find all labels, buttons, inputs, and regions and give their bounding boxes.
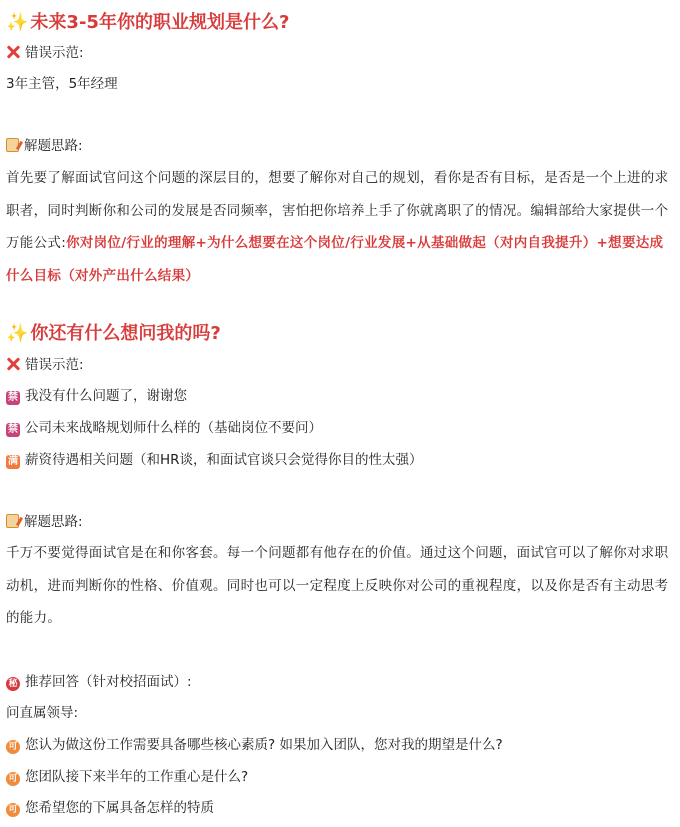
section1-title-text: 未来3-5年你的职业规划是什么? [30,12,290,33]
acceptable-button-icon: 可 [6,740,20,754]
section2-title [6,322,221,346]
wrong-item-text: 薪资待遇相关问题（和HR谈，和面试官谈只会觉得你目的性太强） [25,452,423,468]
sparkles-icon: ✨ [6,323,29,344]
section2-title-text: 你还有什么想问我的吗? [30,323,221,344]
approach-text: 首先要了解面试官问这个问题的深层目的，想要了解你对自己的规划，看你是否有目标，是否是一个上进的求职者，同时判断你和公司的发展是否同频率，害怕把你培养上手了你就离职了的情况。编辑部给大家提供一个万能公式: [6,170,669,251]
wrong-item-text: 公司未来战略规划师什么样的（基础岗位不要问） [25,420,322,436]
approach-label-text: 解题思路: [24,138,83,154]
question-item [6,767,248,787]
recommend-label [6,672,192,692]
section1-wrong-example: 3年主管，5年经理 [6,76,118,92]
question-text: 您团队接下来半年的工作重心是什么? [25,769,249,785]
recommend-label-text: 推荐回答（针对校招面试）: [25,674,192,690]
memo-icon [6,514,19,528]
wrong-item [6,418,322,438]
ask-leader-label: 问直属领导: [6,705,79,721]
cross-mark-icon [6,357,20,371]
prohibited-button-icon: 禁 [8,392,18,403]
memo-icon [6,138,19,152]
acceptable-button-icon: 可 [6,803,20,817]
question-text: 您认为做这份工作需要具备哪些核心素质? 如果加入团队，您对我的期望是什么? [25,737,503,753]
sparkles-icon: ✨ [6,12,29,33]
section1-approach-label [6,136,83,156]
section1-title [6,11,289,35]
wrong-label-text: 错误示范: [25,45,84,61]
section2-wrong-label [6,355,84,375]
cross-mark-icon [6,45,20,59]
vacancy-button-icon: 满 [8,456,18,467]
question-item [6,798,214,818]
wrong-label-text: 错误示范: [25,357,84,373]
section1-approach-paragraph [6,162,670,292]
section2-approach-label [6,512,83,532]
question-item [6,735,503,755]
wrong-item-text: 我没有什么问题了，谢谢您 [25,388,187,404]
question-text: 您希望您的下属具备怎样的特质 [25,800,214,816]
wrong-item [6,450,423,470]
formula-highlight: 你对岗位/行业的理解+为什么想要在这个岗位/行业发展+从基础做起（对内自我提升）+想要达成什么目标（对外产出什么结果） [6,235,664,284]
acceptable-button-icon: 可 [6,772,20,786]
section1-wrong-label [6,43,84,63]
secret-button-icon: 秘 [6,677,20,691]
approach-label-text: 解题思路: [24,514,83,530]
wrong-item [6,386,187,406]
section2-approach-paragraph: 千万不要觉得面试官是在和你客套。每一个问题都有他存在的价值。通过这个问题，面试官可以了解你对求职动机，进而判断你的性格、价值观。同时也可以一定程度上反映你对公司的重视程度，以及你是否有主动思考的能力。 [6,545,669,626]
prohibited-button-icon: 禁 [8,424,18,435]
